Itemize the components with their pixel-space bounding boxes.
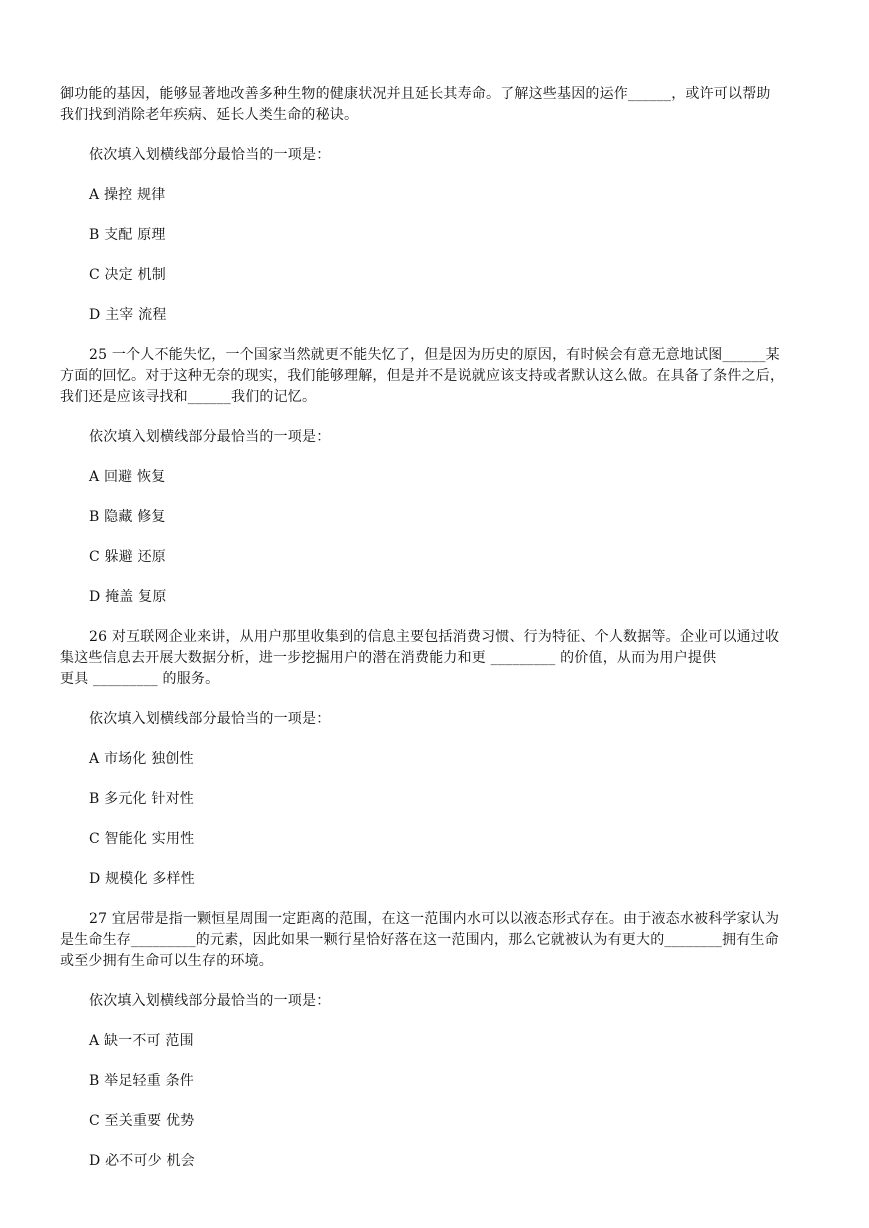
question-26-stem xyxy=(60,627,812,690)
paragraph-line: 25 一个人不能失忆，一个国家当然就更不能失忆了，但是因为历史的原因，有时候会有意无意地试图______某 xyxy=(89,347,780,363)
document-page xyxy=(60,84,812,1172)
question-prompt: 依次填入划横线部分最恰当的一项是： xyxy=(89,147,331,163)
paragraph-line: 御功能的基因，能够显著地改善多种生物的健康状况并且延长其寿命。了解这些基因的运作______，或许可以帮助 xyxy=(60,86,771,102)
question-27-stem xyxy=(60,909,812,972)
question-prompt: 依次填入划横线部分最恰当的一项是： xyxy=(89,429,331,445)
paragraph-line: 或至少拥有生命可以生存的环境。 xyxy=(60,953,273,969)
paragraph-line: 是生命生存_________的元素，因此如果一颗行星恰好落在这一范围内，那么它就被认为有更大的________拥有生命 xyxy=(60,932,779,948)
option-a: A 缺一不可 范围 xyxy=(89,1033,194,1049)
option-b: B 隐藏 修复 xyxy=(89,509,166,525)
paragraph-line: 我们找到消除老年疾病、延长人类生命的秘诀。 xyxy=(60,107,359,123)
option-a: A 市场化 独创性 xyxy=(89,751,194,767)
option-c: C 至关重要 优势 xyxy=(89,1113,195,1129)
option-b: B 支配 原理 xyxy=(89,227,166,243)
option-c: C 决定 机制 xyxy=(89,267,167,283)
paragraph-line: 集这些信息去开展大数据分析，进一步挖掘用户的潜在消费能力和更 _________ 的价值，从而为用户提供 xyxy=(60,650,717,666)
intro-paragraph xyxy=(60,84,812,126)
option-a: A 回避 恢复 xyxy=(89,469,166,485)
option-b: B 多元化 针对性 xyxy=(89,791,194,807)
paragraph-line: 更具 _________ 的服务。 xyxy=(60,671,220,687)
question-25-stem xyxy=(60,345,812,408)
paragraph-line: 方面的回忆。对于这种无奈的现实，我们能够理解，但是并不是说就应该支持或者默认这么做。在具备了条件之后， xyxy=(60,368,785,384)
option-d: D 掩盖 复原 xyxy=(89,589,167,605)
paragraph-line: 26 对互联网企业来讲，从用户那里收集到的信息主要包括消费习惯、行为特征、个人数据等。企业可以通过收 xyxy=(89,629,780,645)
option-d: D 规模化 多样性 xyxy=(89,871,195,887)
question-prompt: 依次填入划横线部分最恰当的一项是： xyxy=(89,711,331,727)
option-d: D 必不可少 机会 xyxy=(89,1153,195,1169)
option-c: C 智能化 实用性 xyxy=(89,831,195,847)
question-prompt: 依次填入划横线部分最恰当的一项是： xyxy=(89,993,331,1009)
paragraph-line: 我们还是应该寻找和______我们的记忆。 xyxy=(60,389,317,405)
paragraph-line: 27 宜居带是指一颗恒星周围一定距离的范围，在这一范围内水可以以液态形式存在。由于液态水被科学家认为 xyxy=(89,911,780,927)
option-a: A 操控 规律 xyxy=(89,187,166,203)
option-c: C 躲避 还原 xyxy=(89,549,167,565)
option-b: B 举足轻重 条件 xyxy=(89,1073,194,1089)
option-d: D 主宰 流程 xyxy=(89,307,167,323)
